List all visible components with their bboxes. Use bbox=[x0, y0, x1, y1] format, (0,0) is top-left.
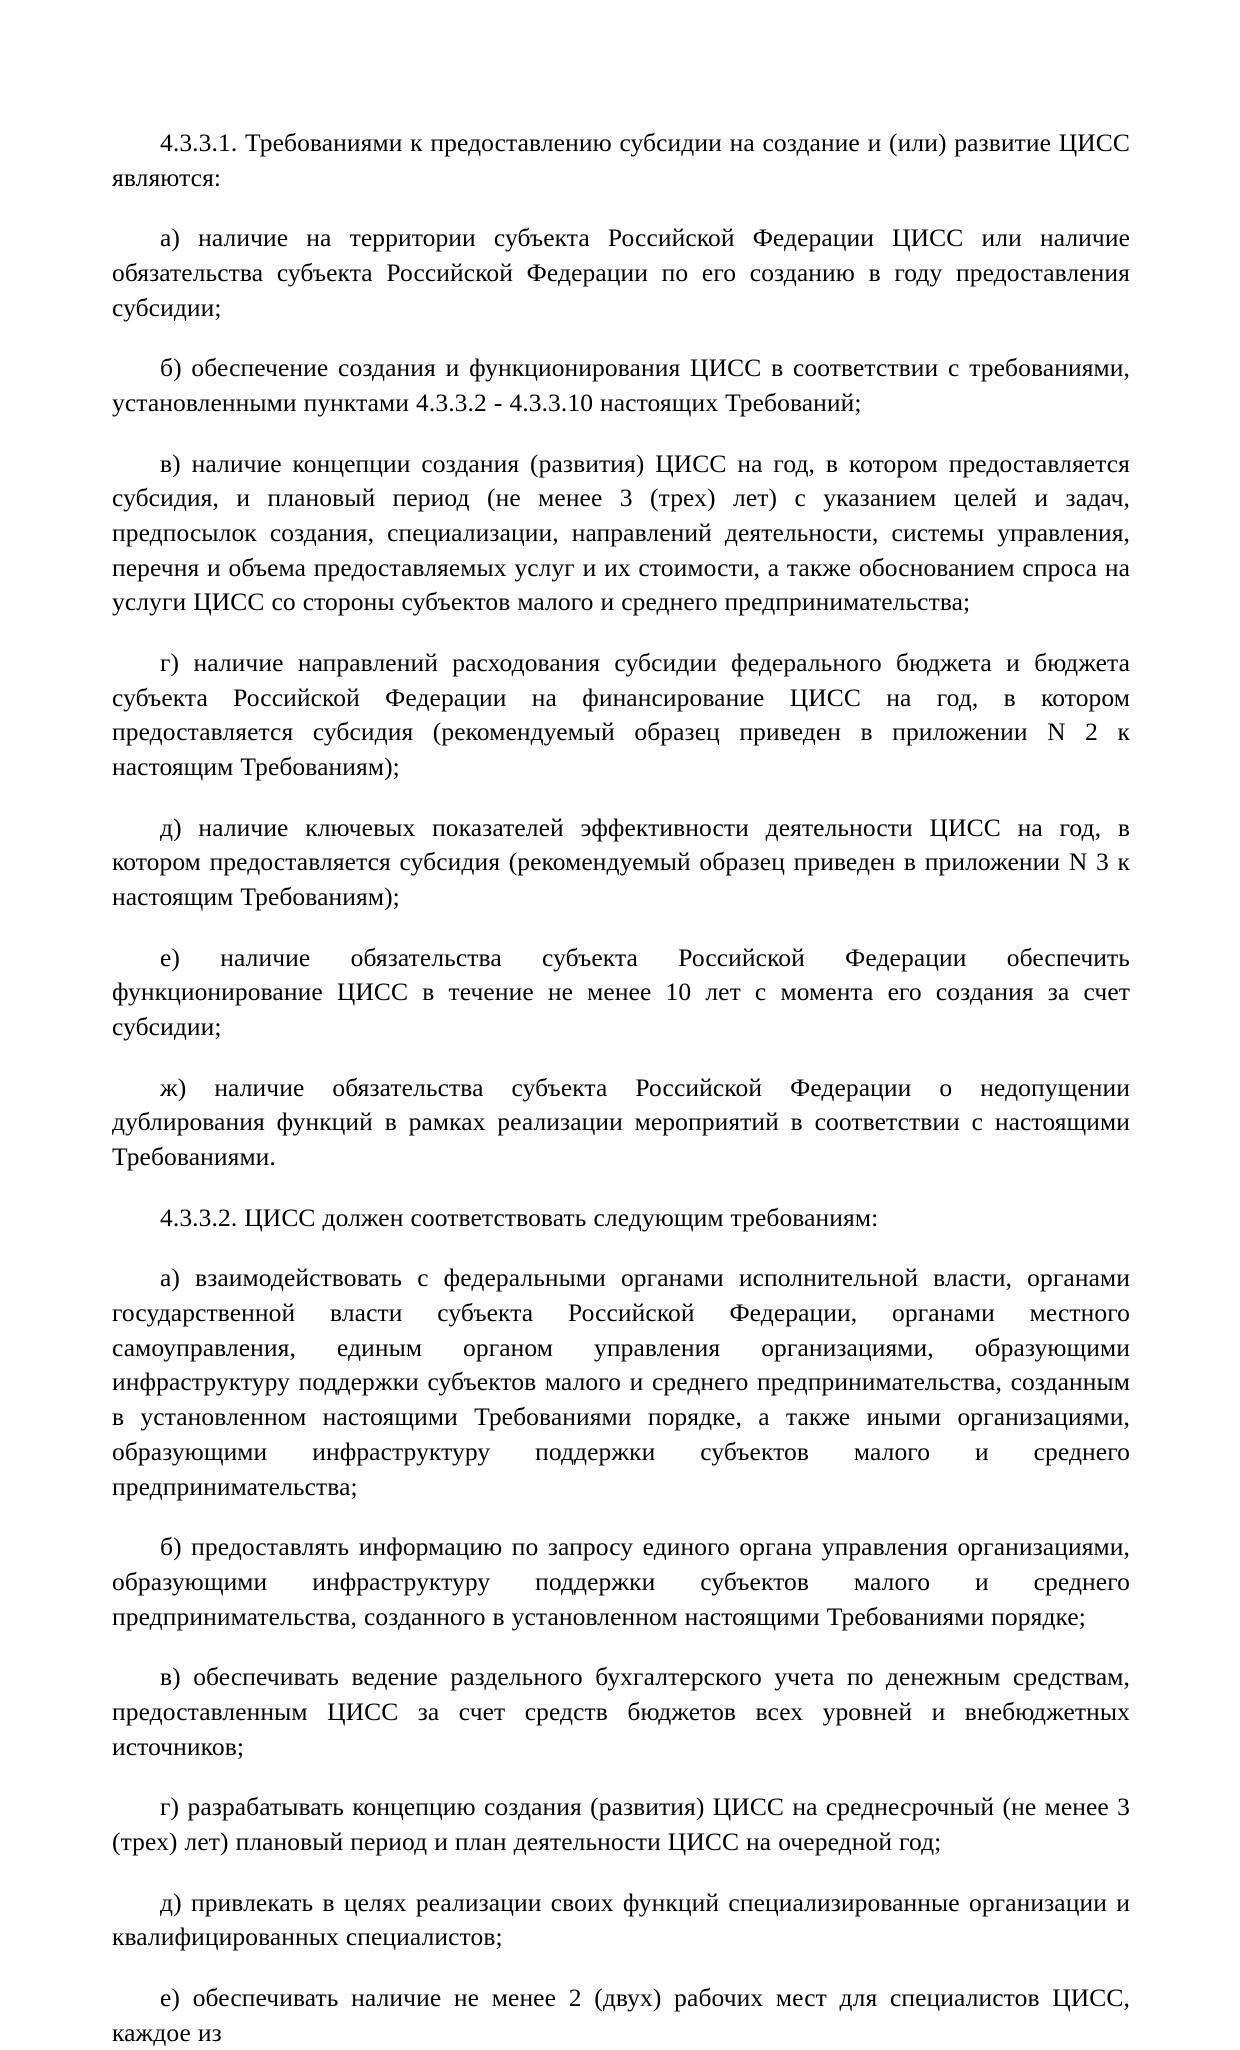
paragraph-4-3-3-1-item-g: г) наличие направлений расходования субсидии федерального бюджета и бюджета субъекта Российской Федерации на финансирование ЦИСС на год, в котором предоставляется субсидия (рекомендуемый образец приведен в приложении N 2 к настоящим Требованиям); bbox=[112, 648, 1130, 782]
paragraph-4-3-3-2-item-e: е) обеспечивать наличие не менее 2 (двух) рабочих мест для специалистов ЦИСС, каждое из bbox=[112, 1982, 1130, 2047]
document-body bbox=[112, 126, 1130, 2050]
paragraph-4-3-3-2-item-b: б) предоставлять информацию по запросу единого органа управления организациями, образующими инфраструктуру поддержки субъектов малого и среднего предпринимательства, созданного в установленном настоящими Требованиями порядке; bbox=[112, 1532, 1130, 1631]
paragraph-4-3-3-1-item-v: в) наличие концепции создания (развития) ЦИСС на год, в котором предоставляется субсидия, и плановый период (не менее 3 (трех) лет) с указанием целей и задач, предпосылок создания, специализации, направлений деятельности, системы управления, перечня и объема предоставляемых услуг и их стоимости, а также обоснованием спроса на услуги ЦИСС со стороны субъектов малого и среднего предпринимательства; bbox=[112, 448, 1130, 617]
paragraph-4-3-3-2-item-a: а) взаимодействовать с федеральными органами исполнительной власти, органами государственной власти субъекта Российской Федерации, органами местного самоуправления, единым органом управления организациями, образующими инфраструктуру поддержки субъектов малого и среднего предпринимательства, созданным в установленном настоящими Требованиями порядке, а также иными организациями, образующими инфраструктуру поддержки субъектов малого и среднего предпринимательства; bbox=[112, 1263, 1130, 1501]
paragraph-4-3-3-1-item-a: а) наличие на территории субъекта Российской Федерации ЦИСС или наличие обязательства субъекта Российской Федерации по его созданию в году предоставления субсидии; bbox=[112, 223, 1130, 322]
paragraph-4-3-3-2-item-d: д) привлекать в целях реализации своих функций специализированные организации и квалифицированных специалистов; bbox=[112, 1887, 1130, 1952]
paragraph-4-3-3-1-item-e: е) наличие обязательства субъекта Российской Федерации обеспечить функционирование ЦИСС в течение не менее 10 лет с момента его создания за счет субсидии; bbox=[112, 942, 1130, 1042]
paragraph-4-3-3-1-item-d: д) наличие ключевых показателей эффективности деятельности ЦИСС на год, в котором предоставляется субсидия (рекомендуемый образец приведен в приложении N 3 к настоящим Требованиям); bbox=[112, 812, 1130, 912]
paragraph-4-3-3-1-item-zh: ж) наличие обязательства субъекта Российской Федерации о недопущении дублирования функций в рамках реализации мероприятий в соответствии с настоящими Требованиями. bbox=[112, 1072, 1130, 1172]
paragraph-4-3-3-1: 4.3.3.1. Требованиями к предоставлению субсидии на создание и (или) развитие ЦИСС являются: bbox=[112, 128, 1130, 192]
paragraph-4-3-3-2: 4.3.3.2. ЦИСС должен соответствовать следующим требованиям: bbox=[160, 1202, 879, 1232]
paragraph-4-3-3-1-item-b: б) обеспечение создания и функционирования ЦИСС в соответствии с требованиями, установленными пунктами 4.3.3.2 - 4.3.3.10 настоящих Требований; bbox=[112, 353, 1130, 418]
paragraph-4-3-3-2-item-g: г) разрабатывать концепцию создания (развития) ЦИСС на среднесрочный (не менее 3 (трех) лет) плановый период и план деятельности ЦИСС на очередной год; bbox=[112, 1792, 1130, 1856]
paragraph-4-3-3-2-item-v: в) обеспечивать ведение раздельного бухгалтерского учета по денежным средствам, предоставленным ЦИСС за счет средств бюджетов всех уровней и внебюджетных источников; bbox=[112, 1662, 1130, 1761]
